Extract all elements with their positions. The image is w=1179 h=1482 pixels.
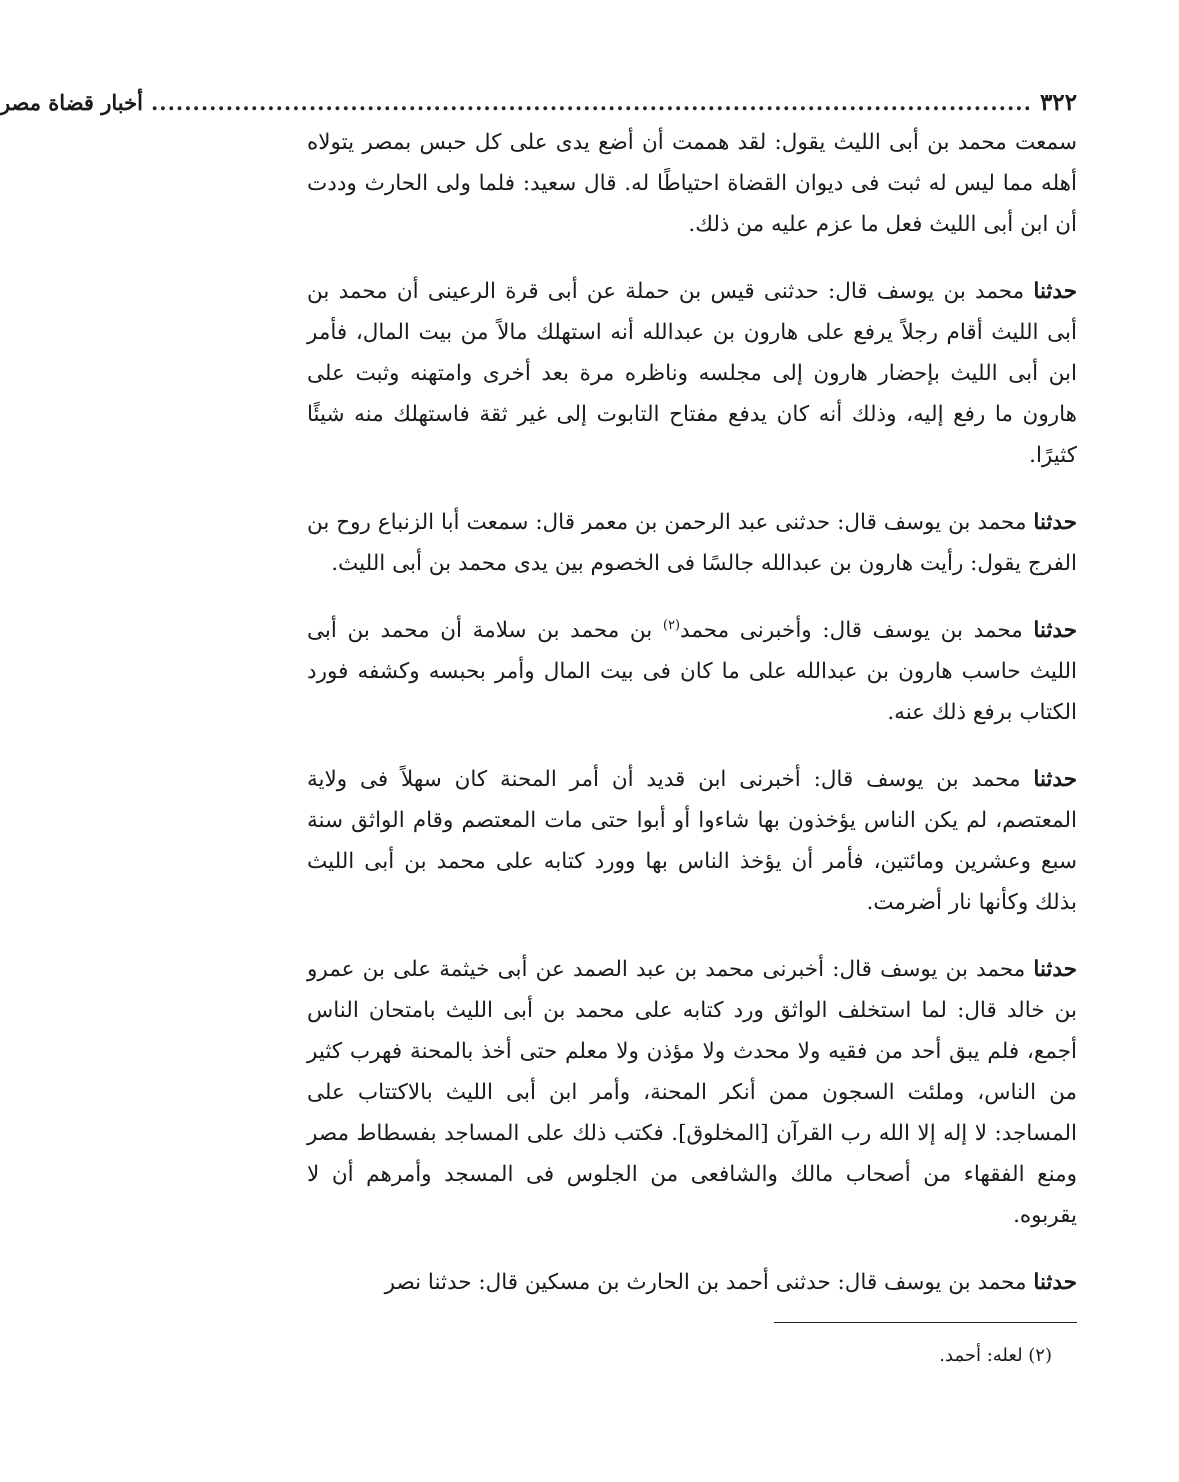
paragraph-text-before-note: محمد بن يوسف قال: وأخبرنى محمد: [680, 618, 1034, 643]
book-page: [0, 88, 1078, 1303]
paragraph-lead-word: حدثنا: [1033, 957, 1077, 982]
footnote-text: (٢) لعله: أحمد.: [939, 1345, 1052, 1366]
paragraph-text-after-note: بن محمد بن سلامة أن محمد بن أبى الليث حاسب هارون بن عبدالله على ما كان فى بيت المال وأمر بحبسه وكشفه فورد الكتاب برفع ذلك عنه.: [307, 618, 1077, 725]
book-title: أخبار قضاة مصر: [0, 90, 143, 115]
paragraph-text: محمد بن يوسف قال: حدثنى عبد الرحمن بن معمر قال: سمعت أبا الزنباع روح بن الفرج يقول: رأيت هارون بن عبدالله جالسًا فى الخصوم بين يدى محمد بن أبى الليث.: [307, 510, 1077, 576]
paragraph-7: [307, 1262, 1077, 1303]
paragraph-lead-word: حدثنا: [1033, 1270, 1077, 1295]
paragraph-text: محمد بن يوسف قال: حدثنى أحمد بن الحارث بن مسكين قال: حدثنا نصر: [384, 1270, 1034, 1295]
page-number: ٣٢٢: [1039, 89, 1077, 116]
paragraph-lead-word: حدثنا: [1033, 618, 1078, 643]
paragraph-lead-word: حدثنا: [1033, 767, 1077, 792]
footnote-divider: [774, 1322, 1077, 1323]
paragraph-6: [307, 949, 1077, 1236]
paragraph-text: سمعت محمد بن أبى الليث يقول: لقد هممت أن أضع يدى على كل حبس بمصر يتولاه أهله مما ليس له ثبت فى ديوان القضاة احتياطًا له. قال سعيد: فلما ولى الحارث وددت أن ابن أبى الليث فعل ما عزم عليه من ذلك.: [307, 130, 1077, 237]
running-header: [0, 88, 1077, 118]
paragraph-lead-word: حدثنا: [1033, 279, 1077, 304]
paragraph-text: محمد بن يوسف قال: أخبرنى ابن قديد أن أمر المحنة كان سهلاً فى ولاية المعتصم، لم يكن الناس يؤخذون بها شاءوا أو أبوا حتى مات المعتصم وقام الواثق سنة سبع وعشرين ومائتين، فأمر أن يؤخذ الناس بها وورد كتابه على محمد بن أبى الليث بذلك وكأنها نار أضرمت.: [307, 767, 1077, 915]
paragraph-1: [307, 122, 1077, 245]
paragraph-2: [307, 271, 1077, 476]
paragraph-4: [307, 610, 1077, 733]
paragraph-text: محمد بن يوسف قال: حدثنى قيس بن حملة عن أبى قرة الرعينى أن محمد بن أبى الليث أقام رجلاً يرفع على هارون بن عبدالله أنه استهلك مالاً من بيت المال، فأمر ابن أبى الليث بإحضار هارون إلى مجلسه وناظره مرة بعد أخرى وامتهنه وثبت على هارون ما رفع إليه، وذلك أنه كان يدفع مفتاح التابوت إلى غير ثقة فاستهلك منه شيئًا كثيرًا.: [307, 279, 1077, 468]
footnote-reference[interactable]: (٢): [662, 617, 681, 633]
paragraph-5: [307, 759, 1077, 923]
paragraph-text: محمد بن يوسف قال: أخبرنى محمد بن عبد الصمد عن أبى خيثمة على بن عمرو بن خالد قال: لما استخلف الواثق ورد كتابه على محمد بن أبى الليث بامتحان الناس أجمع، فلم يبق أحد من فقيه ولا محدث ولا مؤذن ولا معلم حتى أخذ بالمحنة فهرب كثير من الناس، وملئت السجون ممن أنكر المحنة، وأمر ابن أبى الليث بالاكتتاب على المساجد: لا إله إلا الله رب القرآن [المخلوق]. فكتب ذلك على المساجد بفسطاط مصر ومنع الفقهاء من أصحاب مالك والشافعى من الجلوس فى المسجد وأمرهم أن لا يقربوه.: [307, 957, 1077, 1228]
footnote: [774, 1342, 1052, 1370]
header-leader-dots: ..........................................................................................................: [150, 90, 1032, 115]
paragraph-lead-word: حدثنا: [1033, 510, 1077, 535]
paragraph-3: [307, 502, 1077, 584]
